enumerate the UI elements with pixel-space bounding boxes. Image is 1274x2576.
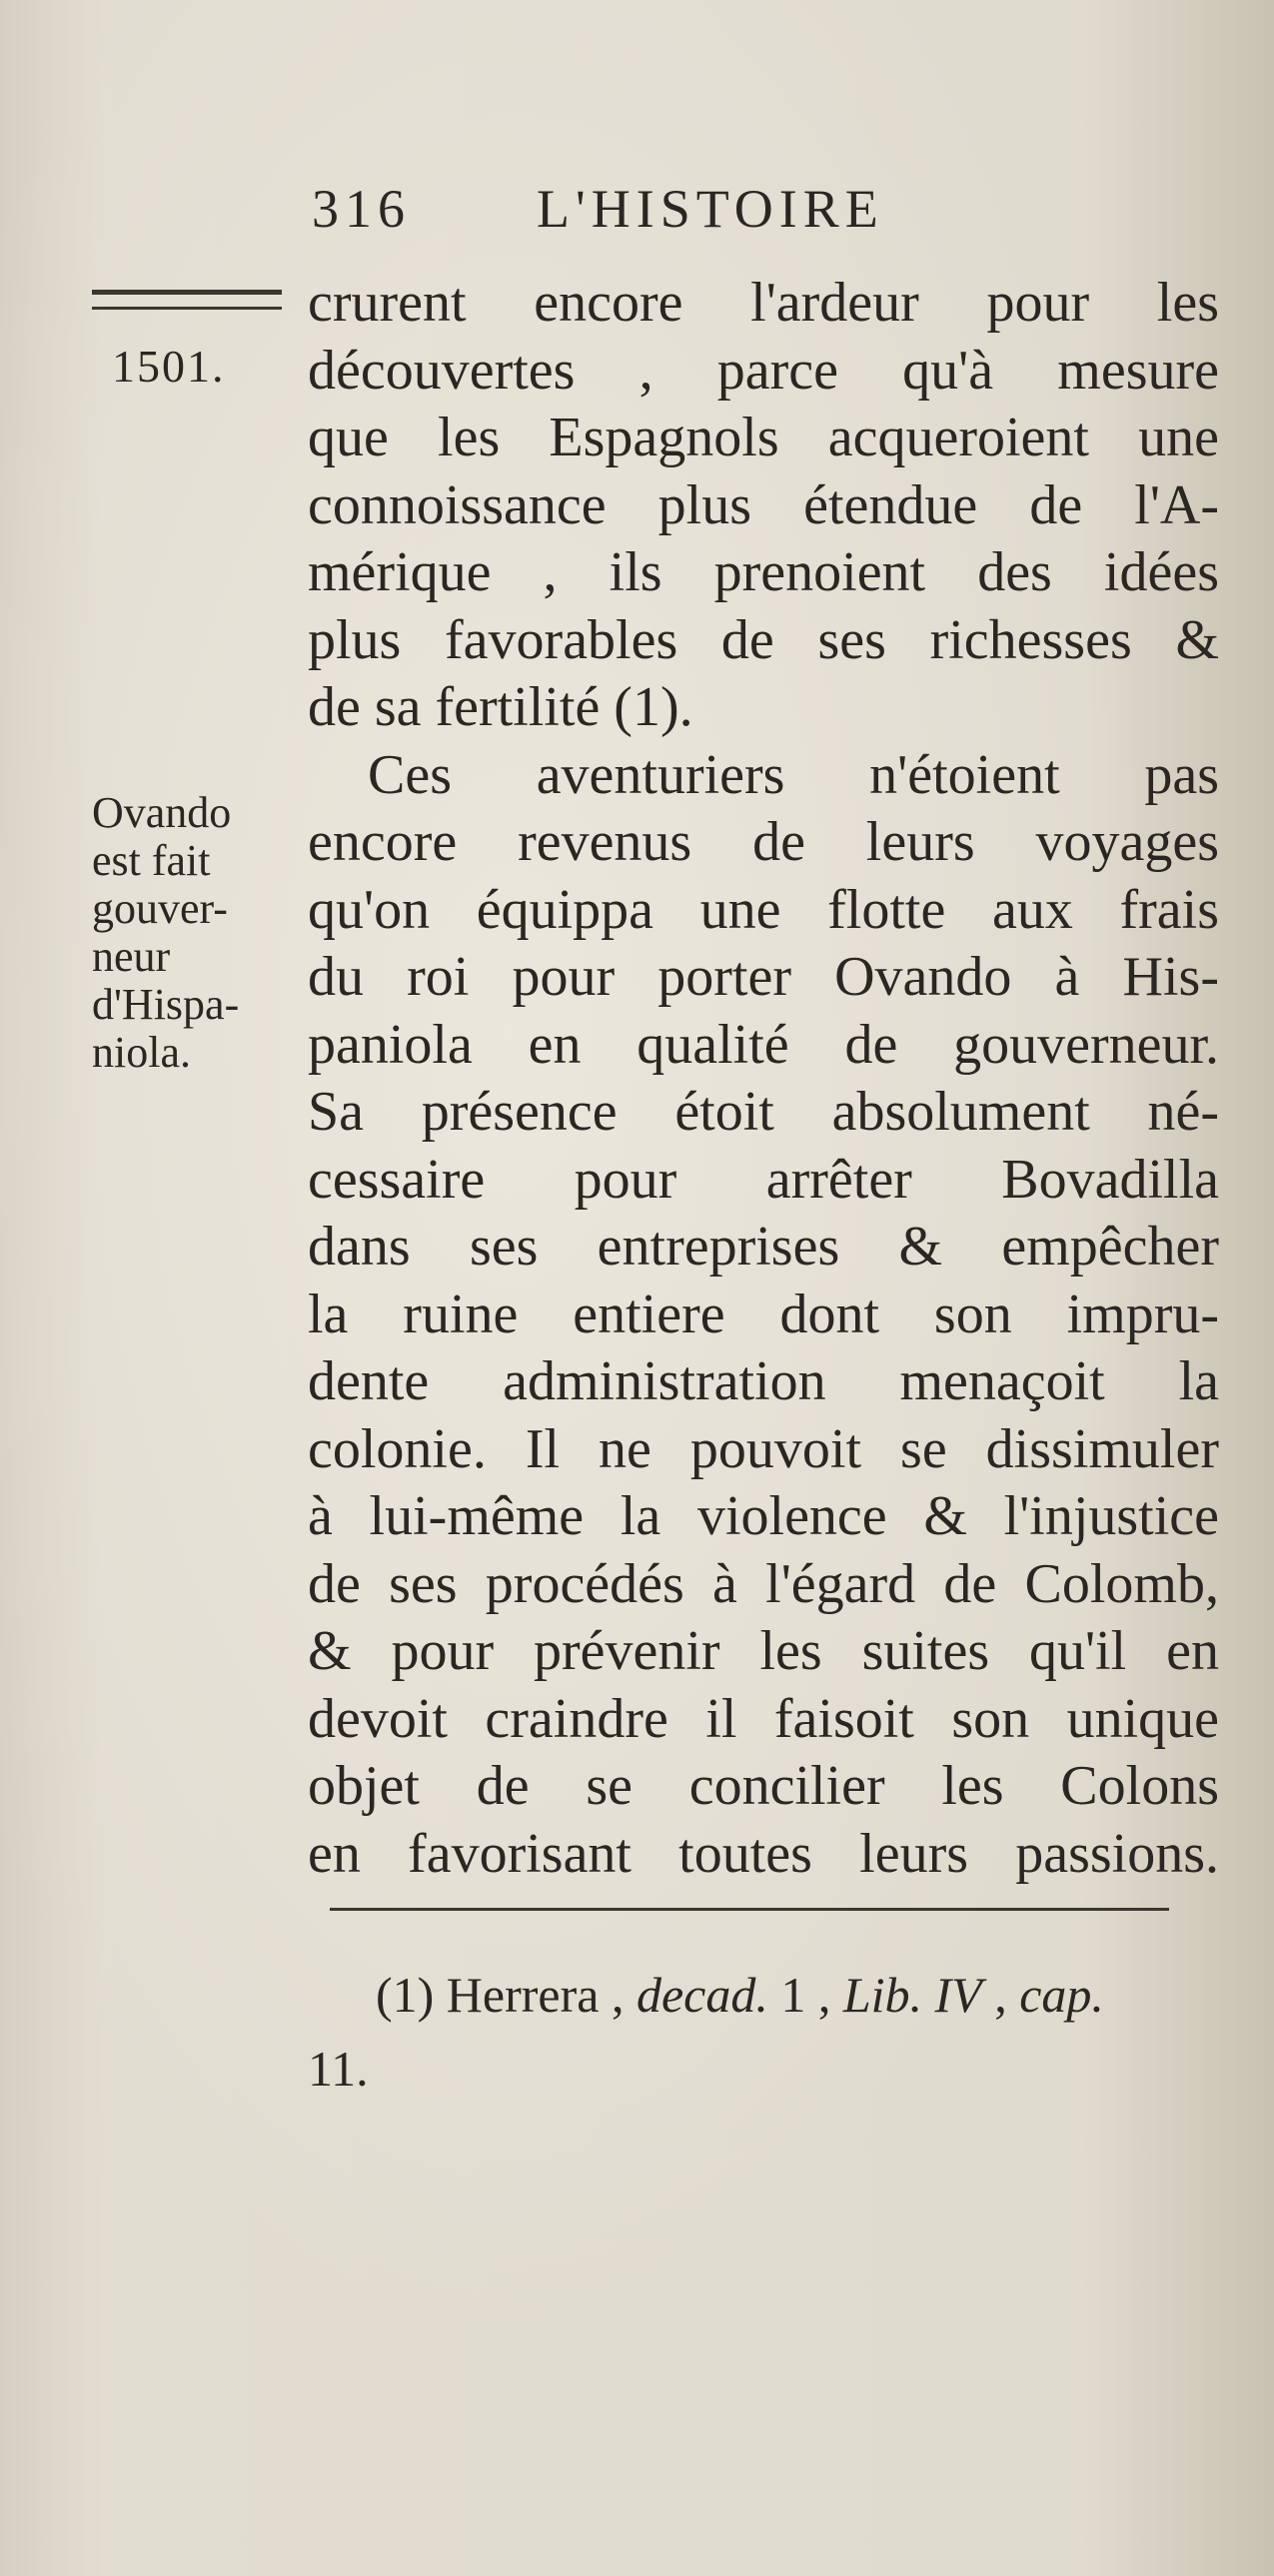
footnote-sep: , xyxy=(994,1967,1007,2023)
footnote-line xyxy=(308,1958,1219,2032)
text-line: colonie. Il ne pouvoit se dissimuler xyxy=(308,1417,1219,1480)
footnote xyxy=(308,1958,1219,2106)
text-line: de sa fertilité (1). xyxy=(308,676,693,738)
text-line: objet de se concilier les Colons xyxy=(308,1755,1219,1817)
footnote-marker: (1) Herrera , xyxy=(376,1967,625,2023)
margin-rule xyxy=(92,290,282,310)
footnote-line: 11. xyxy=(308,2041,369,2097)
text-line: connoissance plus étendue de l'A- xyxy=(308,473,1219,536)
text-line: & pour prévenir les suites qu'il en xyxy=(308,1620,1219,1682)
page-number: 316 xyxy=(312,179,411,239)
text-line: de ses procédés à l'égard de Colomb, xyxy=(308,1552,1219,1615)
text-line: à lui-même la violence & l'injustice xyxy=(308,1485,1219,1547)
text-line: que les Espagnols acqueroient une xyxy=(308,407,1219,468)
text-line: cessaire pour arrêter Bovadilla xyxy=(308,1148,1219,1211)
text-line: dente administration menaçoit la xyxy=(308,1350,1219,1412)
footnote-ref: cap. xyxy=(1019,1967,1104,2023)
margin-note-line: d'Hispa- xyxy=(92,980,240,1029)
footnote-ref: Lib. IV xyxy=(842,1967,982,2023)
text-line: encore revenus de leurs voyages xyxy=(308,811,1219,873)
margin-note-line: est fait xyxy=(92,836,211,885)
text-line: plus favorables de ses richesses & xyxy=(308,608,1219,671)
text-line: paniola en qualité de gouverneur. xyxy=(308,1013,1219,1076)
text-line: du roi pour porter Ovando à His- xyxy=(308,946,1219,1008)
text-line: dans ses entreprises & empêcher xyxy=(308,1216,1219,1278)
running-header xyxy=(312,178,951,258)
margin-note-line: Ovando xyxy=(92,788,232,837)
margin-year: 1501. xyxy=(112,341,226,392)
text-line: découvertes , parce qu'à mesure xyxy=(308,339,1219,402)
running-title: L'HISTOIRE xyxy=(537,179,884,239)
footnote-num: 1 , xyxy=(780,1967,831,2023)
margin-note-line: gouver- xyxy=(92,884,228,933)
footnote-ref: decad. xyxy=(636,1967,768,2023)
text-line: crurent encore l'ardeur pour les xyxy=(308,272,1219,334)
text-line: Ces aventuriers n'étoient pas xyxy=(368,743,1219,806)
text-line: Sa présence étoit absolument né- xyxy=(308,1081,1219,1143)
text-line: en favorisant toutes leurs passions. xyxy=(308,1822,1219,1885)
text-line: la ruine entiere dont son impru- xyxy=(308,1283,1219,1345)
margin-note xyxy=(92,789,307,1077)
footnote-rule xyxy=(330,1908,1169,1911)
text-line: mérique , ils prenoient des idées xyxy=(308,541,1219,603)
margin-note-line: neur xyxy=(92,932,171,981)
body-text xyxy=(308,270,1219,1888)
text-line: devoit craindre il faisoit son unique xyxy=(308,1687,1219,1750)
margin-note-line: niola. xyxy=(92,1028,191,1077)
text-line: qu'on équippa une flotte aux frais xyxy=(308,878,1219,941)
